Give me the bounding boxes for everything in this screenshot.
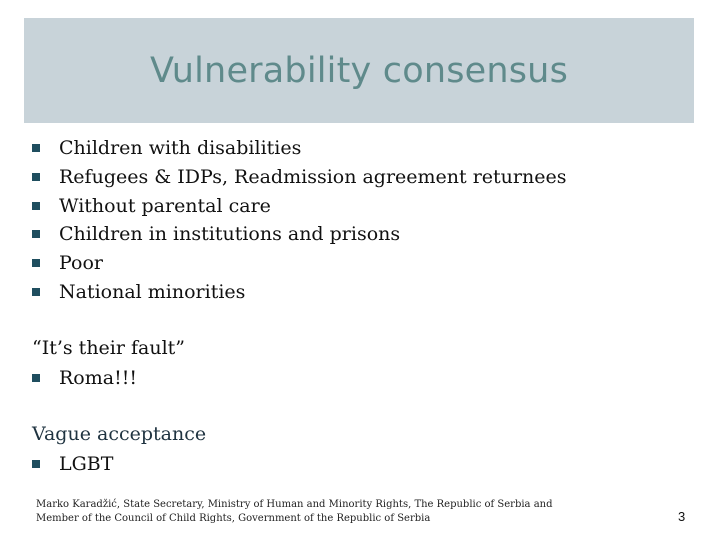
square-bullet-icon [32,374,40,382]
list-item-label: LGBT [59,452,114,475]
list-item [32,449,206,478]
list-item-label: Children in institutions and prisons [59,223,401,246]
title-bar [24,18,694,123]
square-bullet-icon [32,460,40,468]
list-item [32,163,566,192]
list-item [32,249,566,278]
list-item-label: Without parental care [59,194,271,217]
list-item [32,191,566,220]
page-number: 3 [678,509,686,524]
section-vague-acceptance [32,420,206,478]
square-bullet-icon [32,144,40,152]
list-item-label: Roma!!! [59,366,137,389]
list-item [32,220,566,249]
section-heading: Vague acceptance [32,423,207,445]
footer-line: Marko Karadžić, State Secretary, Ministry of Human and Minority Rights, The Republic of Serbia and [36,499,553,510]
square-bullet-icon [32,202,40,210]
bullet-list [32,134,566,306]
footer-note [36,498,576,526]
list-item [32,277,566,306]
list-item-label: Children with disabilities [59,137,302,160]
slide-title: Vulnerability consensus [149,50,569,91]
square-bullet-icon [32,259,40,267]
square-bullet-icon [32,288,40,296]
section-heading: “It’s their fault” [32,337,186,359]
section-their-fault [32,334,185,392]
list-item-label: National minorities [59,280,246,303]
list-item [32,363,185,392]
list-item-label: Refugees & IDPs, Readmission agreement returnees [59,166,567,189]
footer-line: Member of the Council of Child Rights, Government of the Republic of Serbia [36,513,431,524]
list-item [32,134,566,163]
square-bullet-icon [32,173,40,181]
square-bullet-icon [32,230,40,238]
list-item-label: Poor [59,252,103,275]
